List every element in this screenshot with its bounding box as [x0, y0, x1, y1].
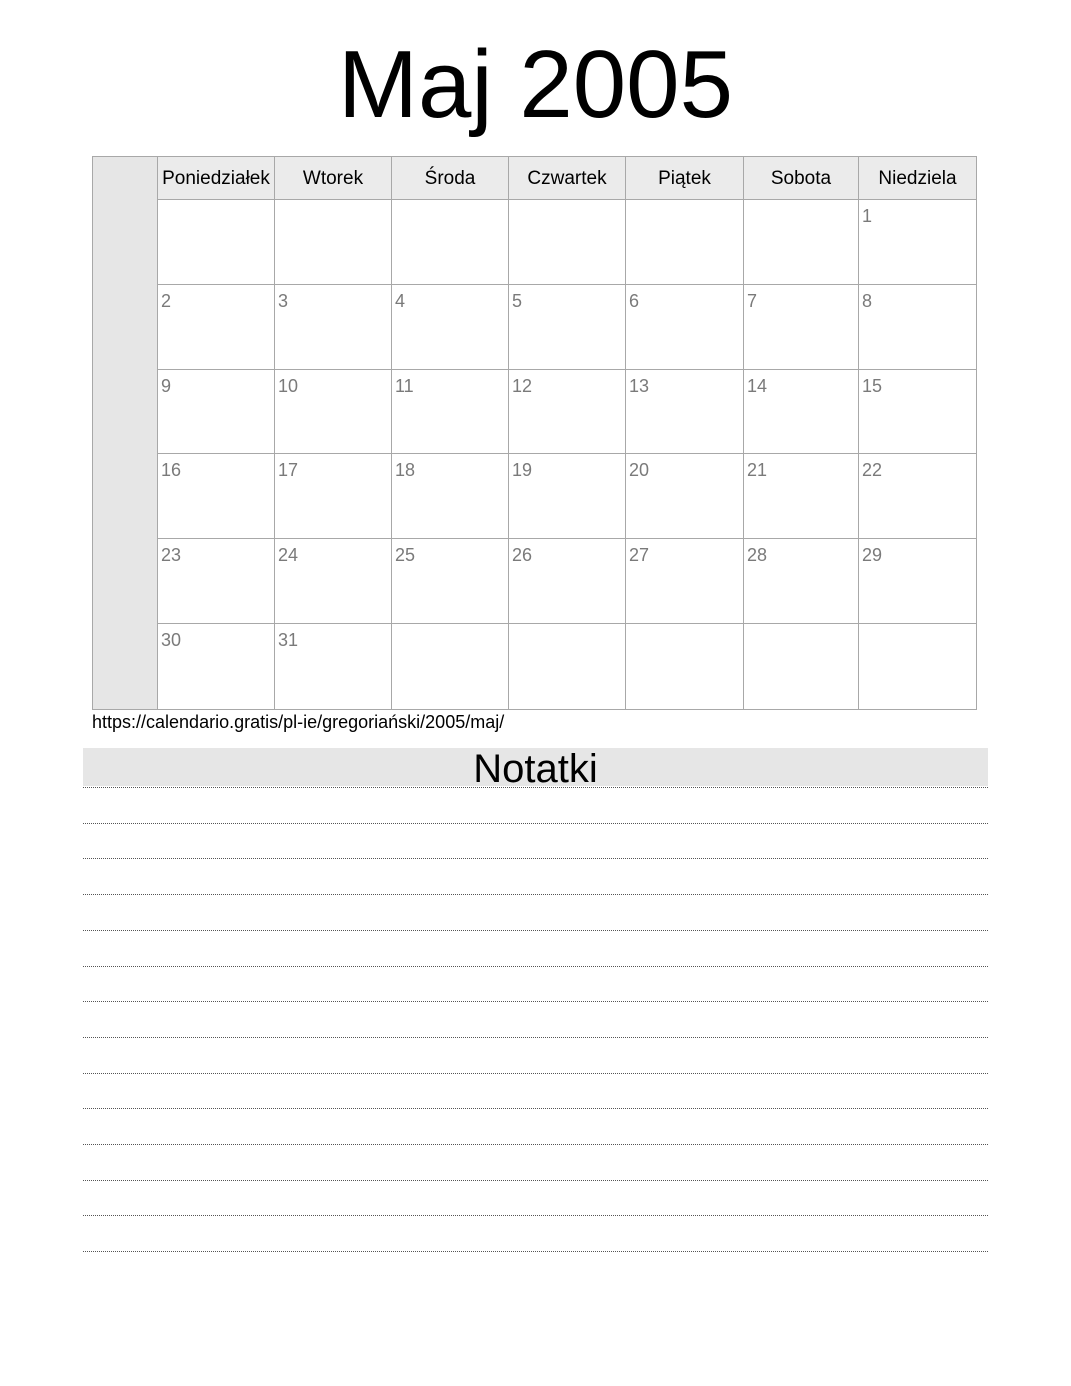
day-number: 22 — [862, 460, 883, 481]
day-number: 24 — [278, 545, 299, 566]
note-line — [83, 1144, 988, 1145]
day-cell — [392, 539, 509, 624]
weekday-header: Wtorek — [275, 157, 392, 199]
day-cell — [158, 285, 275, 370]
day-cell — [392, 370, 509, 455]
note-line — [83, 1037, 988, 1038]
day-cell — [158, 539, 275, 624]
source-url: https://calendario.gratis/pl-ie/gregoriański/2005/maj/ — [92, 712, 505, 732]
day-cell — [275, 200, 392, 285]
day-number: 14 — [747, 375, 768, 396]
day-cell — [158, 454, 275, 539]
day-cell — [392, 454, 509, 539]
day-cell — [744, 539, 859, 624]
day-cell — [626, 539, 744, 624]
day-number: 13 — [629, 375, 650, 396]
day-number: 4 — [395, 290, 406, 311]
day-number: 2 — [161, 290, 172, 311]
day-number: 21 — [747, 460, 768, 481]
note-line — [83, 1251, 988, 1252]
day-cell — [626, 454, 744, 539]
day-cell — [158, 624, 275, 709]
day-cell — [744, 200, 859, 285]
day-number: 29 — [862, 545, 883, 566]
day-number: 6 — [629, 290, 640, 311]
day-cell — [275, 539, 392, 624]
calendar-days-grid — [158, 157, 976, 709]
day-cell — [626, 285, 744, 370]
weekday-header: Niedziela — [878, 168, 957, 189]
weekday-header: Środa — [392, 157, 509, 199]
note-line — [83, 1073, 988, 1074]
day-cell — [392, 285, 509, 370]
day-number: 28 — [747, 545, 768, 566]
note-line — [83, 1108, 988, 1109]
day-number: 30 — [161, 630, 182, 650]
day-cell — [509, 624, 626, 709]
weekday-header-row — [158, 157, 976, 200]
day-number: 18 — [395, 460, 416, 481]
note-line — [83, 894, 988, 895]
weekday-header: Czwartek — [509, 157, 626, 199]
day-cell — [509, 539, 626, 624]
day-number: 9 — [161, 375, 172, 396]
day-cell — [275, 624, 392, 709]
day-cell — [859, 624, 976, 709]
day-number: 7 — [747, 290, 758, 311]
note-line — [83, 823, 988, 824]
day-cell — [392, 200, 509, 285]
day-cell — [509, 285, 626, 370]
day-number: 23 — [161, 545, 182, 566]
day-number: 5 — [512, 290, 523, 311]
notes-title: Notatki — [83, 748, 988, 786]
day-number: 8 — [862, 290, 873, 311]
note-line — [83, 930, 988, 931]
note-line — [83, 966, 988, 967]
weekday-header: Poniedziałek — [158, 157, 275, 199]
day-number: 11 — [395, 375, 414, 396]
day-number: 25 — [395, 545, 416, 566]
day-number: 26 — [512, 545, 533, 566]
day-cell — [158, 200, 275, 285]
day-cell — [859, 370, 976, 455]
page-title: Maj 2005 — [338, 31, 733, 138]
note-line — [83, 858, 988, 859]
day-cell — [744, 454, 859, 539]
note-line — [83, 1180, 988, 1181]
day-number: 15 — [862, 375, 883, 396]
day-cell — [859, 539, 976, 624]
day-number: 3 — [278, 290, 289, 311]
day-number: 12 — [512, 375, 533, 396]
day-number: 10 — [278, 375, 299, 396]
week-number-column — [93, 157, 158, 709]
day-number: 19 — [512, 460, 533, 481]
day-number: 16 — [161, 460, 182, 481]
day-cell — [744, 285, 859, 370]
day-cell — [859, 285, 976, 370]
day-cell — [859, 200, 976, 285]
note-line — [83, 1215, 988, 1216]
note-line — [83, 1001, 988, 1002]
day-number: 1 — [862, 206, 873, 226]
day-cell — [509, 200, 626, 285]
day-number: 31 — [278, 630, 299, 650]
day-cell — [275, 370, 392, 455]
calendar-grid — [92, 156, 977, 710]
day-cell — [626, 624, 744, 709]
weekday-header: Sobota — [744, 157, 859, 199]
note-line — [83, 787, 988, 788]
day-cell — [626, 370, 744, 455]
day-cell — [392, 624, 509, 709]
day-number: 20 — [629, 460, 650, 481]
day-number: 17 — [278, 460, 299, 481]
day-cell — [859, 454, 976, 539]
day-cell — [275, 285, 392, 370]
day-cell — [744, 624, 859, 709]
day-cell — [626, 200, 744, 285]
weekday-header: Piątek — [626, 157, 744, 199]
day-cell — [509, 454, 626, 539]
day-number: 27 — [629, 545, 650, 566]
day-cell — [744, 370, 859, 455]
day-cell — [158, 370, 275, 455]
day-cell — [275, 454, 392, 539]
day-cell — [509, 370, 626, 455]
